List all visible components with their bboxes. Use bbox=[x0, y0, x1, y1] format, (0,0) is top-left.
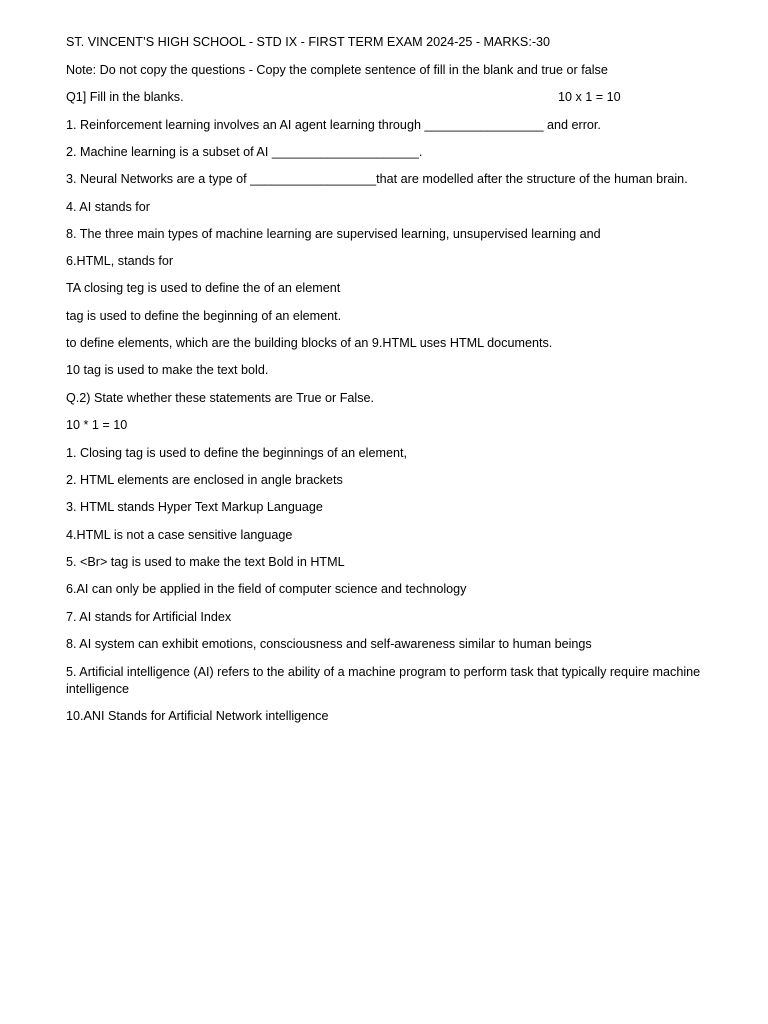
q2-item: 6.AI can only be applied in the field of computer science and technology bbox=[66, 582, 467, 596]
q2-item: 7. AI stands for Artificial Index bbox=[66, 610, 232, 624]
q1-item: 8. The three main types of machine learning are supervised learning, unsupervised learning and bbox=[66, 227, 601, 241]
q1-item: TA closing teg is used to define the of an element bbox=[66, 281, 341, 295]
q1-item: 4. AI stands for bbox=[66, 200, 151, 214]
q2-item: 10.ANI Stands for Artificial Network intelligence bbox=[66, 709, 329, 723]
q1-item: 2. Machine learning is a subset of AI _____________________. bbox=[66, 145, 423, 159]
q2-item: 1. Closing tag is used to define the beginnings of an element, bbox=[66, 446, 407, 460]
exam-header: ST. VINCENT’S HIGH SCHOOL - STD IX - FIRST TERM EXAM 2024-25 - MARKS:-30 bbox=[66, 35, 551, 49]
q1-item: tag is used to define the beginning of an element. bbox=[66, 309, 342, 323]
q2-marks: 10 * 1 = 10 bbox=[66, 418, 128, 432]
q2-item: 5. <Br> tag is used to make the text Bold in HTML bbox=[66, 555, 345, 569]
q2-item: 2. HTML elements are enclosed in angle brackets bbox=[66, 473, 343, 487]
q2-item: 3. HTML stands Hyper Text Markup Language bbox=[66, 500, 323, 514]
q1-item: 1. Reinforcement learning involves an AI agent learning through _________________ and error. bbox=[66, 118, 601, 132]
q1-item: 6.HTML, stands for bbox=[66, 254, 174, 268]
exam-note: Note: Do not copy the questions - Copy the complete sentence of fill in the blank and true or false bbox=[66, 63, 608, 77]
q1-marks: 10 x 1 = 10 bbox=[558, 90, 621, 104]
q1-item: 10 tag is used to make the text bold. bbox=[66, 363, 269, 377]
q2-item: 5. Artificial intelligence (AI) refers to the ability of a machine program to perform task that typically require machine intelligence bbox=[66, 665, 701, 696]
q2-item: 4.HTML is not a case sensitive language bbox=[66, 528, 293, 542]
q1-item: to define elements, which are the building blocks of an 9.HTML uses HTML documents. bbox=[66, 336, 553, 350]
q1-item: 3. Neural Networks are a type of __________________that are modelled after the structure of the human brain. bbox=[66, 172, 688, 186]
q1-heading: Q1] Fill in the blanks. bbox=[66, 90, 184, 104]
q2-item: 8. AI system can exhibit emotions, consciousness and self-awareness similar to human beings bbox=[66, 637, 592, 651]
q2-heading: Q.2) State whether these statements are True or False. bbox=[66, 391, 374, 405]
